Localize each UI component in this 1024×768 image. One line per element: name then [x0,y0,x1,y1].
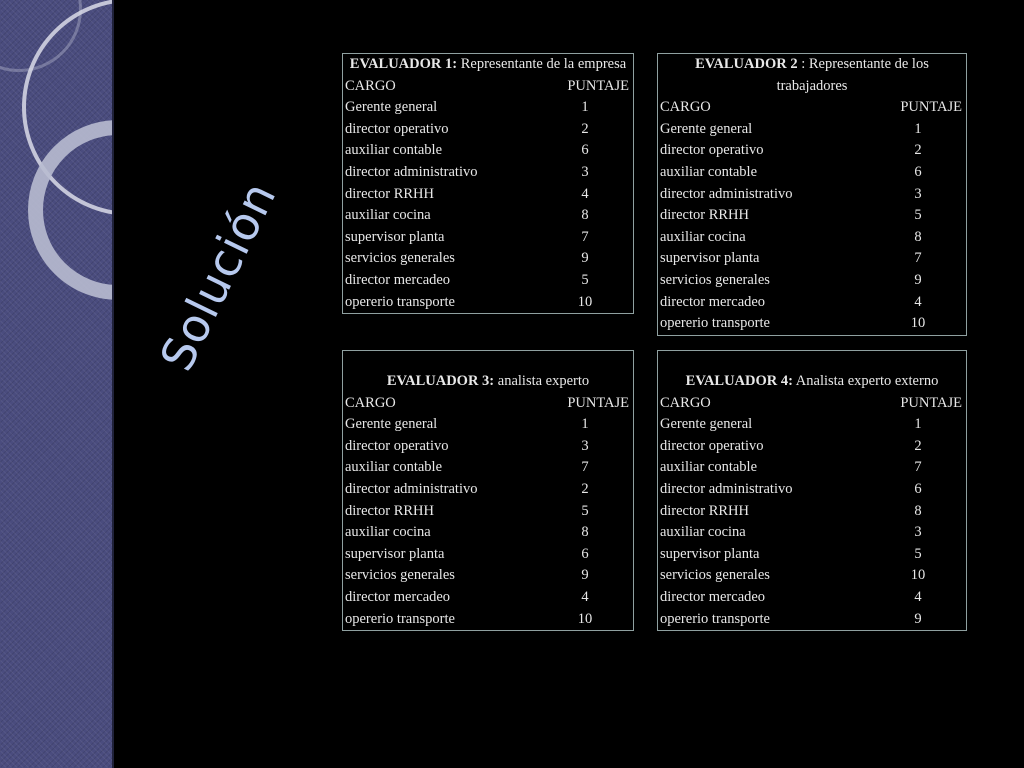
puntaje-cell: 8 [914,228,922,245]
table-row [343,227,633,249]
cargo-cell: Gerente general [660,120,753,137]
table-row [658,501,966,523]
cargo-cell: director mercadeo [345,271,451,288]
table-row [658,565,966,587]
puntaje-cell: 8 [581,524,589,541]
cargo-cell: supervisor planta [660,250,760,267]
cargo-cell: supervisor planta [345,228,445,245]
puntaje-cell: 3 [914,185,922,202]
puntaje-cell: 6 [581,142,589,159]
table-row [343,205,633,227]
cargo-cell: director RRHH [345,185,434,202]
puntaje-cell: 4 [581,185,589,202]
table-row [343,162,633,184]
column-header-cargo: CARGO [660,99,711,116]
column-header-puntaje: PUNTAJE [567,394,629,411]
table-row [658,119,966,141]
table-row [658,140,966,162]
cargo-cell: supervisor planta [345,545,445,562]
puntaje-cell: 9 [914,610,922,627]
column-header-row [343,76,633,98]
table-row [343,587,633,609]
puntaje-cell: 4 [914,588,922,605]
table-body [343,414,633,630]
table-row [343,414,633,436]
table-row [343,270,633,292]
table-row [343,522,633,544]
table-row [658,436,966,458]
column-header-cargo: CARGO [660,394,711,411]
puntaje-cell: 10 [910,567,926,584]
cargo-cell: director operativo [660,437,764,454]
table-row [343,544,633,566]
cargo-cell: Gerente general [345,416,438,433]
cargo-cell: opererio transporte [660,315,770,332]
cargo-cell: auxiliar contable [660,459,758,476]
cargo-cell: Gerente general [345,99,438,116]
table-row [343,97,633,119]
table-row [343,501,633,523]
table-row [343,119,633,141]
cargo-cell: opererio transporte [660,610,770,627]
column-header-puntaje: PUNTAJE [567,77,629,94]
table-body [658,414,966,630]
table-header [658,54,966,97]
table-row [658,292,966,314]
cargo-cell: director administrativo [345,163,478,180]
cargo-cell: director administrativo [345,480,478,497]
cargo-cell: auxiliar contable [345,142,443,159]
table-row [658,414,966,436]
evaluator-3-table [342,350,634,631]
column-header-cargo: CARGO [345,394,396,411]
column-header-puntaje: PUNTAJE [900,99,962,116]
table-row [658,587,966,609]
cargo-cell: director administrativo [660,480,793,497]
evaluator-1-table [342,53,634,314]
puntaje-cell: 5 [914,207,922,224]
table-row [343,565,633,587]
cargo-cell: director operativo [660,142,764,159]
puntaje-cell: 7 [914,459,922,476]
column-header-row [343,393,633,415]
puntaje-cell: 2 [581,480,589,497]
puntaje-cell: 9 [581,567,589,584]
column-header-cargo: CARGO [345,77,396,94]
puntaje-cell: 6 [914,480,922,497]
table-row [658,205,966,227]
table-row [343,479,633,501]
cargo-cell: servicios generales [660,271,770,288]
puntaje-cell: 4 [581,588,589,605]
cargo-cell: director mercadeo [660,293,766,310]
table-row [343,609,633,631]
puntaje-cell: 5 [914,545,922,562]
cargo-cell: servicios generales [345,567,455,584]
puntaje-cell: 7 [581,459,589,476]
cargo-cell: opererio transporte [345,293,455,310]
puntaje-cell: 1 [914,416,922,433]
puntaje-cell: 8 [581,207,589,224]
puntaje-cell: 2 [914,437,922,454]
table-row [658,457,966,479]
cargo-cell: director RRHH [345,502,434,519]
table-body [658,119,966,335]
puntaje-cell: 10 [577,610,593,627]
puntaje-cell: 5 [581,502,589,519]
puntaje-cell: 1 [581,416,589,433]
puntaje-cell: 6 [914,163,922,180]
puntaje-cell: 5 [581,271,589,288]
table-row [658,479,966,501]
header-rest: Representante de la empresa [457,56,627,72]
header-rest: analista experto [494,373,590,389]
slide-title: Solución [149,173,287,379]
header-rest: Analista experto externo [792,373,939,389]
puntaje-cell: 1 [914,120,922,137]
cargo-cell: director RRHH [660,502,749,519]
header-rest: : Representante de los trabajadores [776,56,929,94]
table-row [343,292,633,314]
cargo-cell: director mercadeo [660,588,766,605]
column-header-row [658,393,966,415]
puntaje-cell: 4 [914,293,922,310]
cargo-cell: auxiliar cocina [660,524,746,541]
table-row [343,184,633,206]
puntaje-cell: 10 [910,315,926,332]
puntaje-cell: 2 [914,142,922,159]
puntaje-cell: 3 [581,163,589,180]
table-row [658,270,966,292]
cargo-cell: servicios generales [345,250,455,267]
table-row [658,313,966,335]
cargo-cell: opererio transporte [345,610,455,627]
puntaje-cell: 8 [914,502,922,519]
table-row [343,457,633,479]
puntaje-cell: 9 [581,250,589,267]
cargo-cell: auxiliar cocina [345,207,431,224]
table-row [658,248,966,270]
header-bold: EVALUADOR 3: [386,373,495,389]
puntaje-cell: 10 [577,293,593,310]
table-row [343,140,633,162]
table-body [343,97,633,313]
cargo-cell: director operativo [345,437,449,454]
puntaje-cell: 9 [914,271,922,288]
table-row [658,162,966,184]
cargo-cell: auxiliar contable [660,163,758,180]
cargo-cell: director administrativo [660,185,793,202]
table-row [658,184,966,206]
header-bold: EVALUADOR 4: [685,373,793,389]
puntaje-cell: 3 [581,437,589,454]
puntaje-cell: 7 [914,250,922,267]
decorative-sidebar [0,0,114,768]
cargo-cell: director mercadeo [345,588,451,605]
puntaje-cell: 1 [581,99,589,116]
column-header-row [658,97,966,119]
cargo-cell: auxiliar cocina [660,228,746,245]
cargo-cell: supervisor planta [660,545,760,562]
cargo-cell: Gerente general [660,416,753,433]
evaluator-4-table [657,350,967,631]
puntaje-cell: 7 [581,228,589,245]
sidebar-edge [112,0,114,768]
puntaje-cell: 2 [581,120,589,137]
cargo-cell: director RRHH [660,207,749,224]
evaluator-2-table [657,53,967,336]
cargo-cell: director operativo [345,120,449,137]
puntaje-cell: 6 [581,545,589,562]
table-row [343,436,633,458]
cargo-cell: auxiliar contable [345,459,443,476]
table-row [658,522,966,544]
column-header-puntaje: PUNTAJE [900,394,962,411]
cargo-cell: auxiliar cocina [345,524,431,541]
table-row [658,609,966,631]
table-header [343,54,633,76]
header-bold: EVALUADOR 1: [349,56,458,72]
header-bold: EVALUADOR 2 [695,56,798,72]
table-row [658,544,966,566]
table-row [343,248,633,270]
puntaje-cell: 3 [914,524,922,541]
table-header [343,351,633,393]
cargo-cell: servicios generales [660,567,770,584]
table-header [658,351,966,393]
table-row [658,227,966,249]
